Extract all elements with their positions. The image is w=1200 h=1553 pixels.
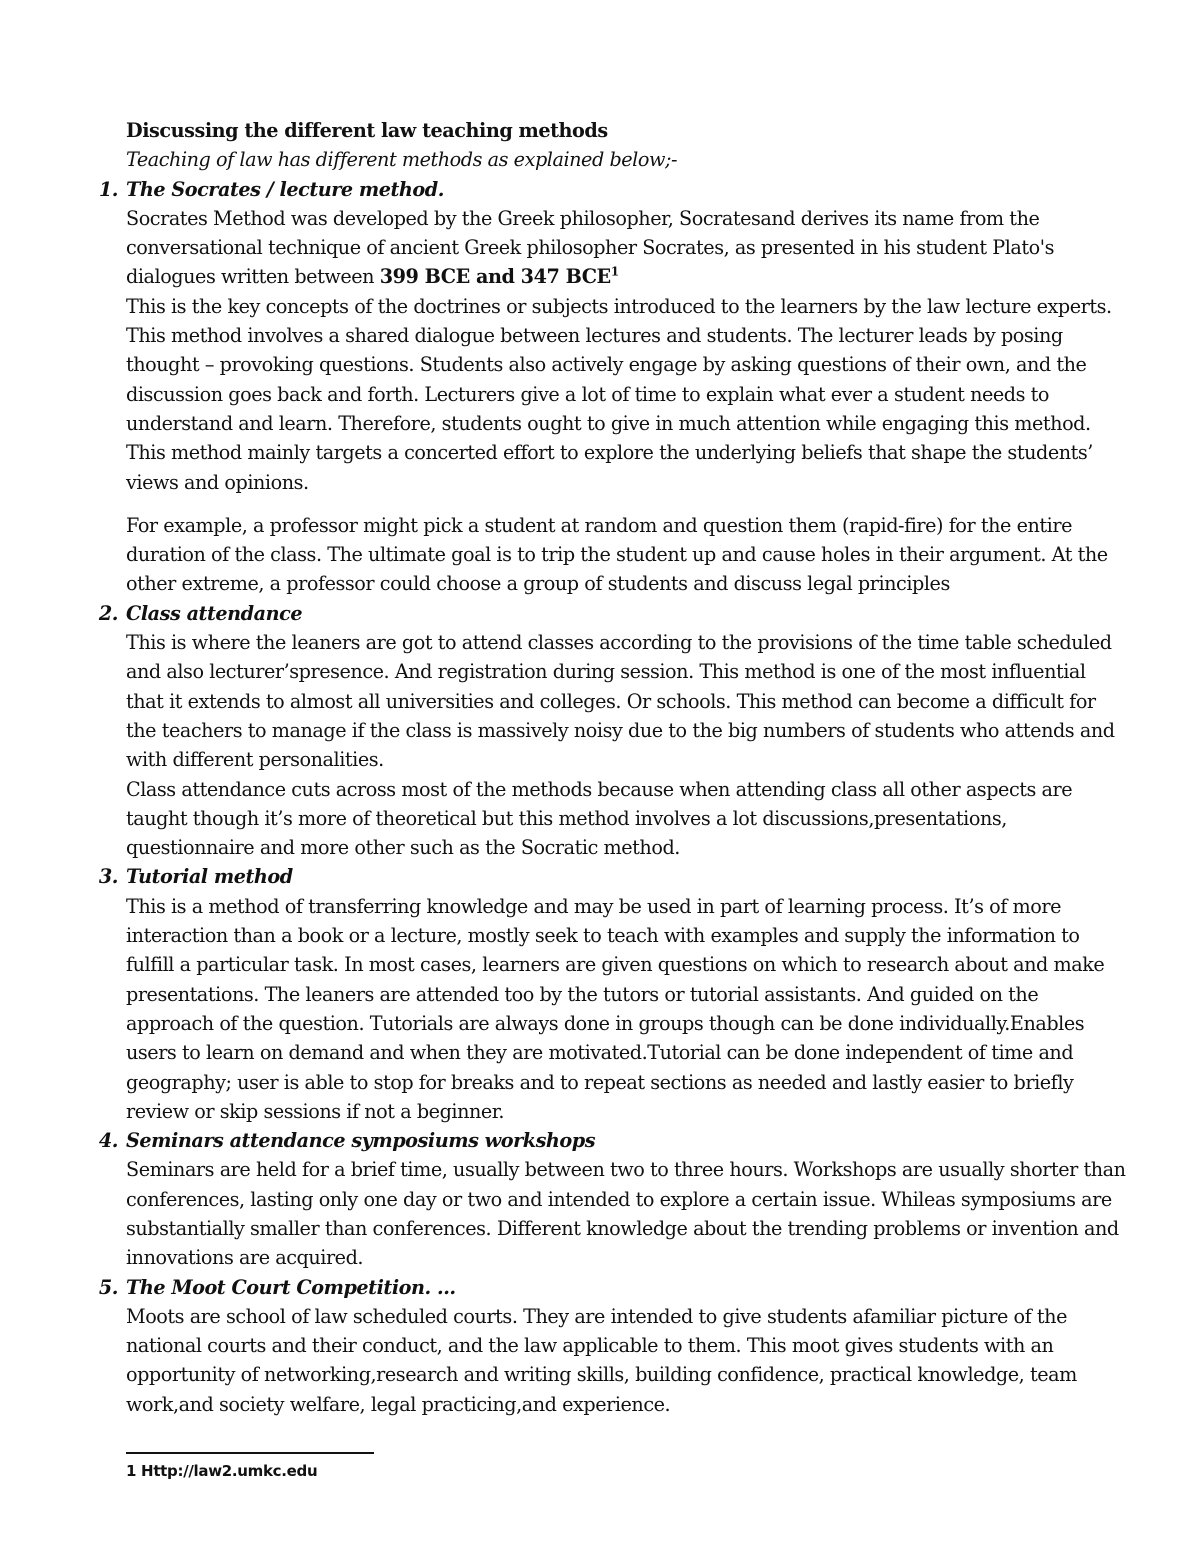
footnote-ref[interactable]: 1 [610, 265, 619, 280]
footnote-separator [126, 1452, 374, 1454]
item-heading: Seminars attendance symposiums workshops [126, 1129, 596, 1153]
item-paragraph: This is the key concepts of the doctrines or subjects introduced to the learners by the law lecture experts. This method involves a shared dialogue between lectures and students. The lecturer leads by posing thought – provoking questions. Students also actively engage by asking questions of their own, and the discussion goes back and forth. Lecturers give a lot of time to explain what ever a student needs to understand and learn. Therefore, students ought to give in much attention while engaging this method. This method mainly targets a concerted effort to explore the underlying beliefs that shape the students’ views and opinions. [126, 294, 1112, 494]
document-title: Discussing the different law teaching methods [126, 119, 608, 142]
item-paragraph: Socrates Method was developed by the Greek philosopher, Socratesand derives its name from the conversational technique of ancient Greek philosopher Socrates, as presented in his student Plato's dialogues written between 399 BCE and 347 BCE$^1$ [126, 206, 1054, 289]
date-range: 399 BCE and 347 BCE [379, 265, 611, 289]
item-heading: The Moot Court Competition. ... [126, 1275, 456, 1299]
footnote: 1 Http://law2.umkc.edu [126, 1462, 318, 1480]
item-heading: The Socrates / lecture method. [126, 177, 444, 201]
item-paragraph: For example, a professor might pick a student at random and question them (rapid-fire) for the entire duration of the class. The ultimate goal is to trip the student up and cause holes in their argument. At the other extreme, a professor could choose a group of students and discuss legal principles [126, 513, 1108, 596]
list-item-4 [98, 1126, 1126, 1272]
item-number: 4. [98, 1129, 118, 1153]
item-paragraph: Class attendance cuts across most of the methods because when attending class all other aspects are taught though it’s more of theoretical but this method involves a lot discussions,presentations, questionnaire and more other such as the Socratic method. [126, 777, 1073, 860]
list-item-5 [98, 1273, 1126, 1419]
list-item-1 [98, 175, 1126, 599]
item-number: 1. [98, 177, 118, 201]
item-number: 2. [98, 601, 118, 625]
item-paragraph: Moots are school of law scheduled courts. They are intended to give students afamiliar picture of the national courts and their conduct, and the law applicable to them. This moot gives students with an opportunity of networking,research and writing skills, building confidence, practical knowledge, team work,and society welfare, legal practicing,and experience. [126, 1304, 1077, 1416]
item-paragraph: This is where the leaners are got to attend classes according to the provisions of the time table scheduled and also lecturer’spresence. And registration during session. This method is one of the most influential that it extends to almost all universities and colleges. Or schools. This method can become a difficult for the teachers to manage if the class is massively noisy due to the big numbers of students who attends and with different personalities. [126, 631, 1115, 772]
item-number: 5. [98, 1275, 118, 1299]
item-heading: Class attendance [126, 601, 303, 625]
document-body [98, 116, 1126, 1419]
list-item-3 [98, 862, 1126, 1126]
item-paragraph: This is a method of transferring knowledge and may be used in part of learning process. It’s of more interaction than a book or a lecture, mostly seek to teach with examples and supply the information to fulfill a particular task. In most cases, learners are given questions on which to research about and make presentations. The leaners are attended too by the tutors or tutorial assistants. And guided on the approach of the question. Tutorials are always done in groups though can be done individually.Enables users to learn on demand and when they are motivated.Tutorial can be done independent of time and geography; user is able to stop for breaks and to repeat sections as needed and lastly easier to briefly review or skip sessions if not a beginner. [126, 894, 1105, 1123]
intro-text: Teaching of law has different methods as explained below;- [126, 148, 677, 172]
item-paragraph: Seminars are held for a brief time, usually between two to three hours. Workshops are usually shorter than conferences, lasting only one day or two and intended to explore a certain issue. Whileas symposiums are substantially smaller than conferences. Different knowledge about the trending problems or invention and innovations are acquired. [126, 1158, 1126, 1270]
list-item-2 [98, 599, 1126, 863]
item-number: 3. [98, 865, 118, 889]
item-heading: Tutorial method [126, 865, 293, 889]
